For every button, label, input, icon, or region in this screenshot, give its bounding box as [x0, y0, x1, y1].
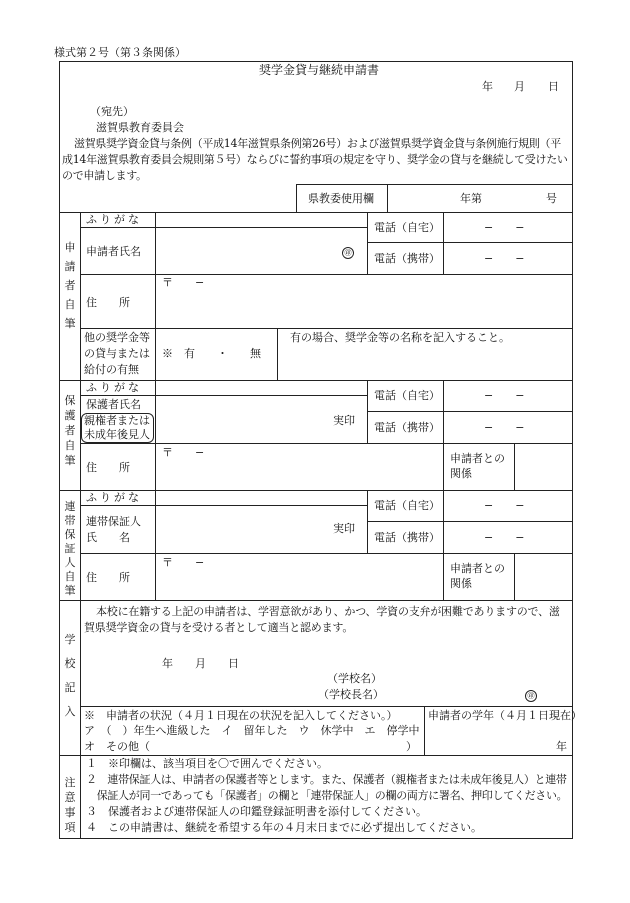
guarantor-name-label-2: 氏 名	[86, 531, 130, 544]
office-use-year: 年第	[460, 192, 482, 205]
addressee: 滋賀県教育委員会	[96, 121, 184, 134]
school-bottom	[59, 755, 573, 756]
applicant-phone-home-field[interactable]: − −	[484, 221, 525, 234]
office-use-divider	[387, 184, 388, 212]
school-status-divider	[424, 706, 425, 755]
guardian-name-sub-2: 未成年後見人	[84, 428, 150, 441]
applicant-address-top	[80, 274, 573, 275]
guarantor-relation-label-2: 関係	[450, 577, 472, 590]
applicant-seal: ㊞	[342, 245, 354, 259]
frame-top	[59, 61, 573, 62]
guardian-address-divider	[155, 443, 156, 490]
guarantor-relation-field[interactable]	[515, 554, 572, 599]
applicant-phone-mobile-field[interactable]: − −	[484, 252, 525, 265]
applicant-address-divider	[155, 274, 156, 380]
status-line-2[interactable]: オ その他（	[84, 740, 150, 753]
guarantor-phone-mobile-label: 電話（携帯）	[374, 531, 440, 544]
note-item-2: ２ 連帯保証人は、申請者の保護者等とします。また、保護者（親権者または未成年後見人）と連帯	[86, 773, 567, 786]
applicant-phone-left	[367, 212, 368, 274]
guarantor-address-divider	[155, 553, 156, 600]
applicant-address-field[interactable]: 〒 −	[162, 276, 205, 289]
applicant-section-label: 申請者自筆	[64, 241, 76, 330]
school-statement: 本校に在籍する上記の申請者は、学習意欲があり、かつ、学資の支弁が困難でありますので、滋賀県奨学資金の貸与を受ける者として適当と認めます。	[84, 605, 560, 634]
guarantor-bottom	[59, 600, 573, 601]
school-section-label: 学校記入	[64, 633, 76, 718]
guardian-phone-mobile-field[interactable]: − −	[484, 421, 525, 434]
guarantor-furigana-label: ふりがな	[86, 491, 142, 504]
form-number: 様式第２号（第３条関係）	[54, 46, 186, 59]
applicant-phone-divider	[443, 212, 444, 274]
guarantor-section-label: 連帯保証人自筆	[64, 500, 76, 597]
guardian-address-label: 住 所	[86, 461, 130, 474]
guarantor-phone-home-field[interactable]: − −	[484, 499, 525, 512]
guardian-relation-label-1: 申請者との	[450, 452, 505, 465]
grade-label: 申請者の学年（４月１日現在）	[428, 709, 582, 722]
school-date[interactable]: 年 月 日	[162, 657, 239, 670]
office-use-number: 号	[546, 192, 557, 205]
principal-label: （学校長名）	[318, 688, 384, 701]
note-item-1: １ ※印欄は、該当項目を〇で囲んでください。	[86, 757, 328, 770]
frame-bottom	[59, 838, 573, 839]
guarantor-address-label: 住 所	[86, 571, 130, 584]
other-note: 有の場合、奨学金等の名称を記入すること。	[290, 331, 510, 344]
applicant-address-label: 住 所	[86, 296, 130, 309]
other-label-3: 給付の有無	[84, 363, 139, 376]
applicant-name-field[interactable]	[155, 227, 367, 274]
guardian-phone-mid	[367, 411, 573, 412]
office-use-label: 県教委使用欄	[308, 192, 374, 205]
status-label: ※ 申請者の状況（４月１日現在の状況を記入してください。）	[84, 709, 398, 722]
guardian-relation-field[interactable]	[515, 444, 572, 489]
guarantor-address-top	[80, 553, 573, 554]
notes-section-label: 注意事項	[64, 776, 76, 834]
form-title: 奨学金貸与継続申請書	[259, 63, 380, 77]
applicant-phone-mid	[367, 242, 573, 243]
section-col-line	[80, 212, 81, 838]
guardian-phone-home-field[interactable]: − −	[484, 389, 525, 402]
guardian-section-label: 保護者自筆	[64, 394, 76, 467]
date-year: 年	[482, 80, 493, 93]
guarantor-relation-left	[443, 553, 444, 600]
applicant-furigana-label: ふりがな	[86, 213, 142, 226]
office-use-left	[296, 184, 297, 212]
guardian-address-field[interactable]: 〒 −	[162, 446, 205, 459]
note-item-3: ３ 保護者および連帯保証人の印鑑登録証明書を添付してください。	[86, 805, 427, 818]
other-label-1: 他の奨学金等	[84, 331, 150, 344]
guarantor-name-label-1: 連帯保証人	[86, 515, 141, 528]
guardian-phone-mobile-label: 電話（携帯）	[374, 421, 440, 434]
applicant-name-label: 申請者氏名	[86, 245, 141, 258]
guardian-furigana-label: ふりがな	[86, 381, 142, 394]
other-note-divider	[277, 328, 278, 380]
office-use-top	[296, 184, 573, 185]
principal-seal: ㊞	[525, 688, 537, 702]
grade-unit[interactable]: 年	[556, 740, 567, 753]
school-status-top	[80, 706, 573, 707]
note-item-2-cont: 保証人が同一であっても「保護者」の欄と「連帯保証人」の欄の両方に署名、押印してください。	[86, 789, 568, 802]
school-name-label: （学校名）	[327, 672, 382, 685]
other-label-2: の貸与または	[84, 347, 150, 360]
guardian-relation-left	[443, 443, 444, 490]
applicant-other-top	[80, 328, 573, 329]
guarantor-phone-home-label: 電話（自宅）	[374, 499, 440, 512]
other-choice[interactable]: ※ 有 ・ 無	[162, 347, 261, 360]
guarantor-phone-mid	[367, 521, 573, 522]
guardian-name-sub-1: 親権者または	[84, 414, 150, 427]
guardian-name-label: 保護者氏名	[86, 398, 141, 411]
status-line-1[interactable]: ア （ ）年生へ進級した イ 留年した ウ 休学中 エ 停学中	[84, 724, 420, 737]
guardian-seal: 実印	[333, 414, 355, 427]
guarantor-seal: 実印	[333, 522, 355, 535]
guarantor-address-field[interactable]: 〒 −	[162, 556, 205, 569]
guardian-relation-label-2: 関係	[450, 467, 472, 480]
intro-text: 滋賀県奨学資金貸与条例（平成14年滋賀県条例第26号）および滋賀県奨学資金貸与条例施行規則（平成14年滋賀県教育委員会規則第５号）ならびに誓約事項の規定を守り、奨学金の貸与を継続して受けたいので申請します。	[62, 137, 568, 182]
status-close: ）	[406, 740, 417, 753]
guarantor-phone-mobile-field[interactable]: − −	[484, 531, 525, 544]
applicant-phone-home-label: 電話（自宅）	[374, 221, 440, 234]
guarantor-relation-label-1: 申請者との	[450, 562, 505, 575]
date-day: 日	[548, 80, 559, 93]
guardian-phone-home-label: 電話（自宅）	[374, 389, 440, 402]
applicant-phone-mobile-label: 電話（携帯）	[374, 252, 440, 265]
frame-right	[572, 61, 573, 839]
addressee-prefix: （宛先）	[90, 105, 134, 118]
date-month: 月	[514, 80, 525, 93]
note-item-4: ４ この申請書は、継続を希望する年の４月末日までに必ず提出してください。	[86, 821, 482, 834]
guardian-address-top	[80, 443, 573, 444]
